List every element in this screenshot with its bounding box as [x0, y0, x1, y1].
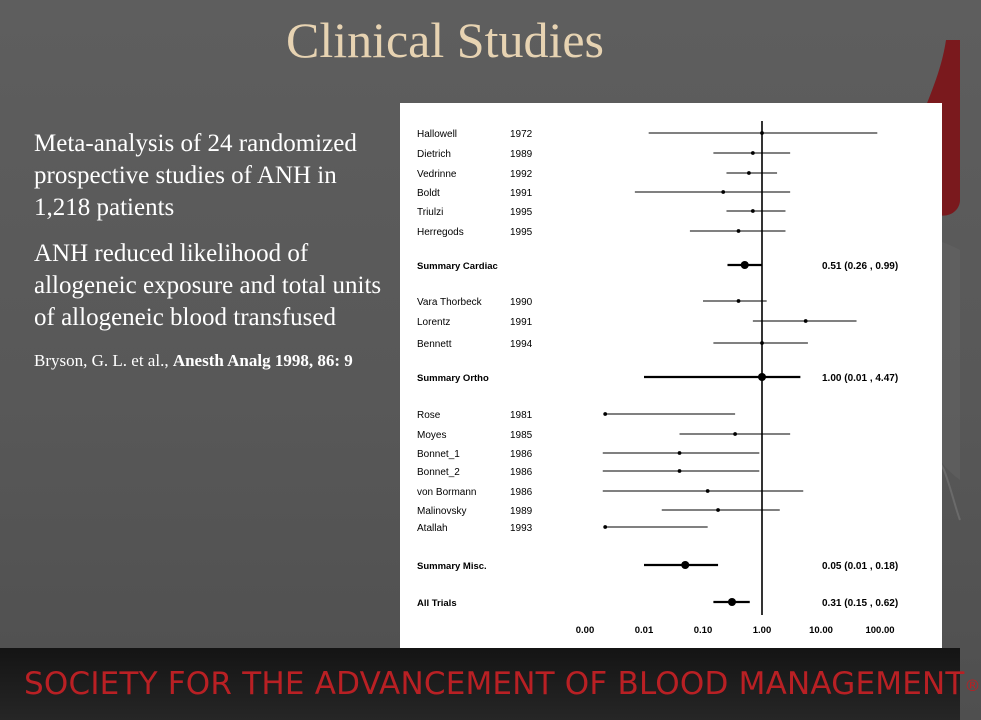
study-estimate-point — [737, 299, 741, 303]
study-name-label: Bonnet_2 — [417, 467, 460, 478]
study-name-label: Vara Thorbeck — [417, 297, 482, 308]
study-year-label: 1991 — [510, 188, 533, 199]
study-estimate-point — [760, 341, 764, 345]
study-year-label: 1991 — [510, 317, 533, 328]
study-year-label: 1994 — [510, 339, 533, 350]
summary-estimate-point — [741, 261, 749, 269]
study-estimate-point — [760, 131, 764, 135]
study-estimate-point — [678, 469, 682, 473]
study-name-label: Malinovsky — [417, 506, 467, 517]
summary-ci-text: 1.00 (0.01 , 4.47) — [822, 373, 899, 384]
summary-label: Summary Misc. — [417, 561, 487, 572]
study-year-label: 1993 — [510, 523, 533, 534]
study-name-label: Bonnet_1 — [417, 449, 460, 460]
slide-body — [34, 128, 384, 374]
x-tick-label: 100.00 — [865, 625, 895, 636]
summary-label: Summary Cardiac — [417, 261, 498, 272]
study-year-label: 1989 — [510, 149, 533, 160]
summary-estimate-point — [728, 598, 736, 606]
study-estimate-point — [751, 209, 755, 213]
footer-bar — [0, 648, 981, 720]
footer-organization-name — [24, 662, 981, 706]
footer-text: SOCIETY FOR THE ADVANCEMENT OF BLOOD MANAGEMENT — [24, 666, 965, 702]
summary-ci-text: 0.51 (0.26 , 0.99) — [822, 261, 899, 272]
summary-label: All Trials — [417, 598, 457, 609]
citation-journal: Anesth Analg 1998, 86: 9 — [172, 351, 353, 370]
study-name-label: Lorentz — [417, 317, 451, 328]
study-year-label: 1986 — [510, 449, 533, 460]
study-name-label: Rose — [417, 410, 441, 421]
study-year-label: 1985 — [510, 430, 533, 441]
study-year-label: 1972 — [510, 129, 533, 140]
study-estimate-point — [678, 451, 682, 455]
summary-ci-text: 0.05 (0.01 , 0.18) — [822, 561, 899, 572]
summary-estimate-point — [758, 373, 766, 381]
study-name-label: Hallowell — [417, 129, 458, 140]
x-tick-label: 0.00 — [575, 625, 595, 636]
study-estimate-point — [747, 171, 751, 175]
study-estimate-point — [733, 432, 737, 436]
study-year-label: 1990 — [510, 297, 533, 308]
x-tick-label: 0.10 — [693, 625, 713, 636]
study-estimate-point — [721, 190, 725, 194]
slide-title: Clinical Studies — [285, 12, 605, 68]
x-tick-label: 1.00 — [752, 625, 772, 636]
summary-estimate-point — [681, 561, 689, 569]
anh-result-text: ANH reduced likelihood of allogeneic exposure and total units of allogeneic blood transfused — [34, 240, 382, 331]
study-name-label: von Bormann — [417, 487, 477, 498]
citation — [34, 348, 384, 374]
study-estimate-point — [706, 489, 710, 493]
summary-label: Summary Ortho — [417, 373, 489, 384]
study-name-label: Boldt — [417, 188, 440, 199]
study-name-label: Dietrich — [417, 149, 451, 160]
meta-analysis-text: Meta-analysis of 24 randomized prospective studies of ANH in 1,218 patients — [34, 130, 357, 221]
study-estimate-point — [804, 319, 808, 323]
citation-authors: Bryson, G. L. et al., — [34, 351, 169, 370]
study-estimate-point — [603, 412, 607, 416]
study-year-label: 1995 — [510, 227, 533, 238]
study-year-label: 1986 — [510, 467, 533, 478]
study-name-label: Atallah — [417, 523, 448, 534]
study-estimate-point — [716, 508, 720, 512]
study-year-label: 1989 — [510, 506, 533, 517]
study-name-label: Moyes — [417, 430, 447, 441]
forest-plot-figure — [400, 103, 942, 663]
x-tick-label: 0.01 — [634, 625, 654, 636]
study-name-label: Herregods — [417, 227, 464, 238]
study-estimate-point — [603, 525, 607, 529]
summary-ci-text: 0.31 (0.15 , 0.62) — [822, 598, 899, 609]
study-year-label: 1986 — [510, 487, 533, 498]
study-name-label: Bennett — [417, 339, 452, 350]
forest-plot — [400, 103, 942, 663]
study-year-label: 1995 — [510, 207, 533, 218]
study-name-label: Vedrinne — [417, 169, 457, 180]
x-tick-label: 10.00 — [809, 625, 833, 636]
registered-mark: ® — [964, 676, 981, 695]
study-estimate-point — [751, 151, 755, 155]
study-estimate-point — [737, 229, 741, 233]
study-year-label: 1981 — [510, 410, 533, 421]
study-year-label: 1992 — [510, 169, 533, 180]
study-name-label: Triulzi — [417, 207, 444, 218]
